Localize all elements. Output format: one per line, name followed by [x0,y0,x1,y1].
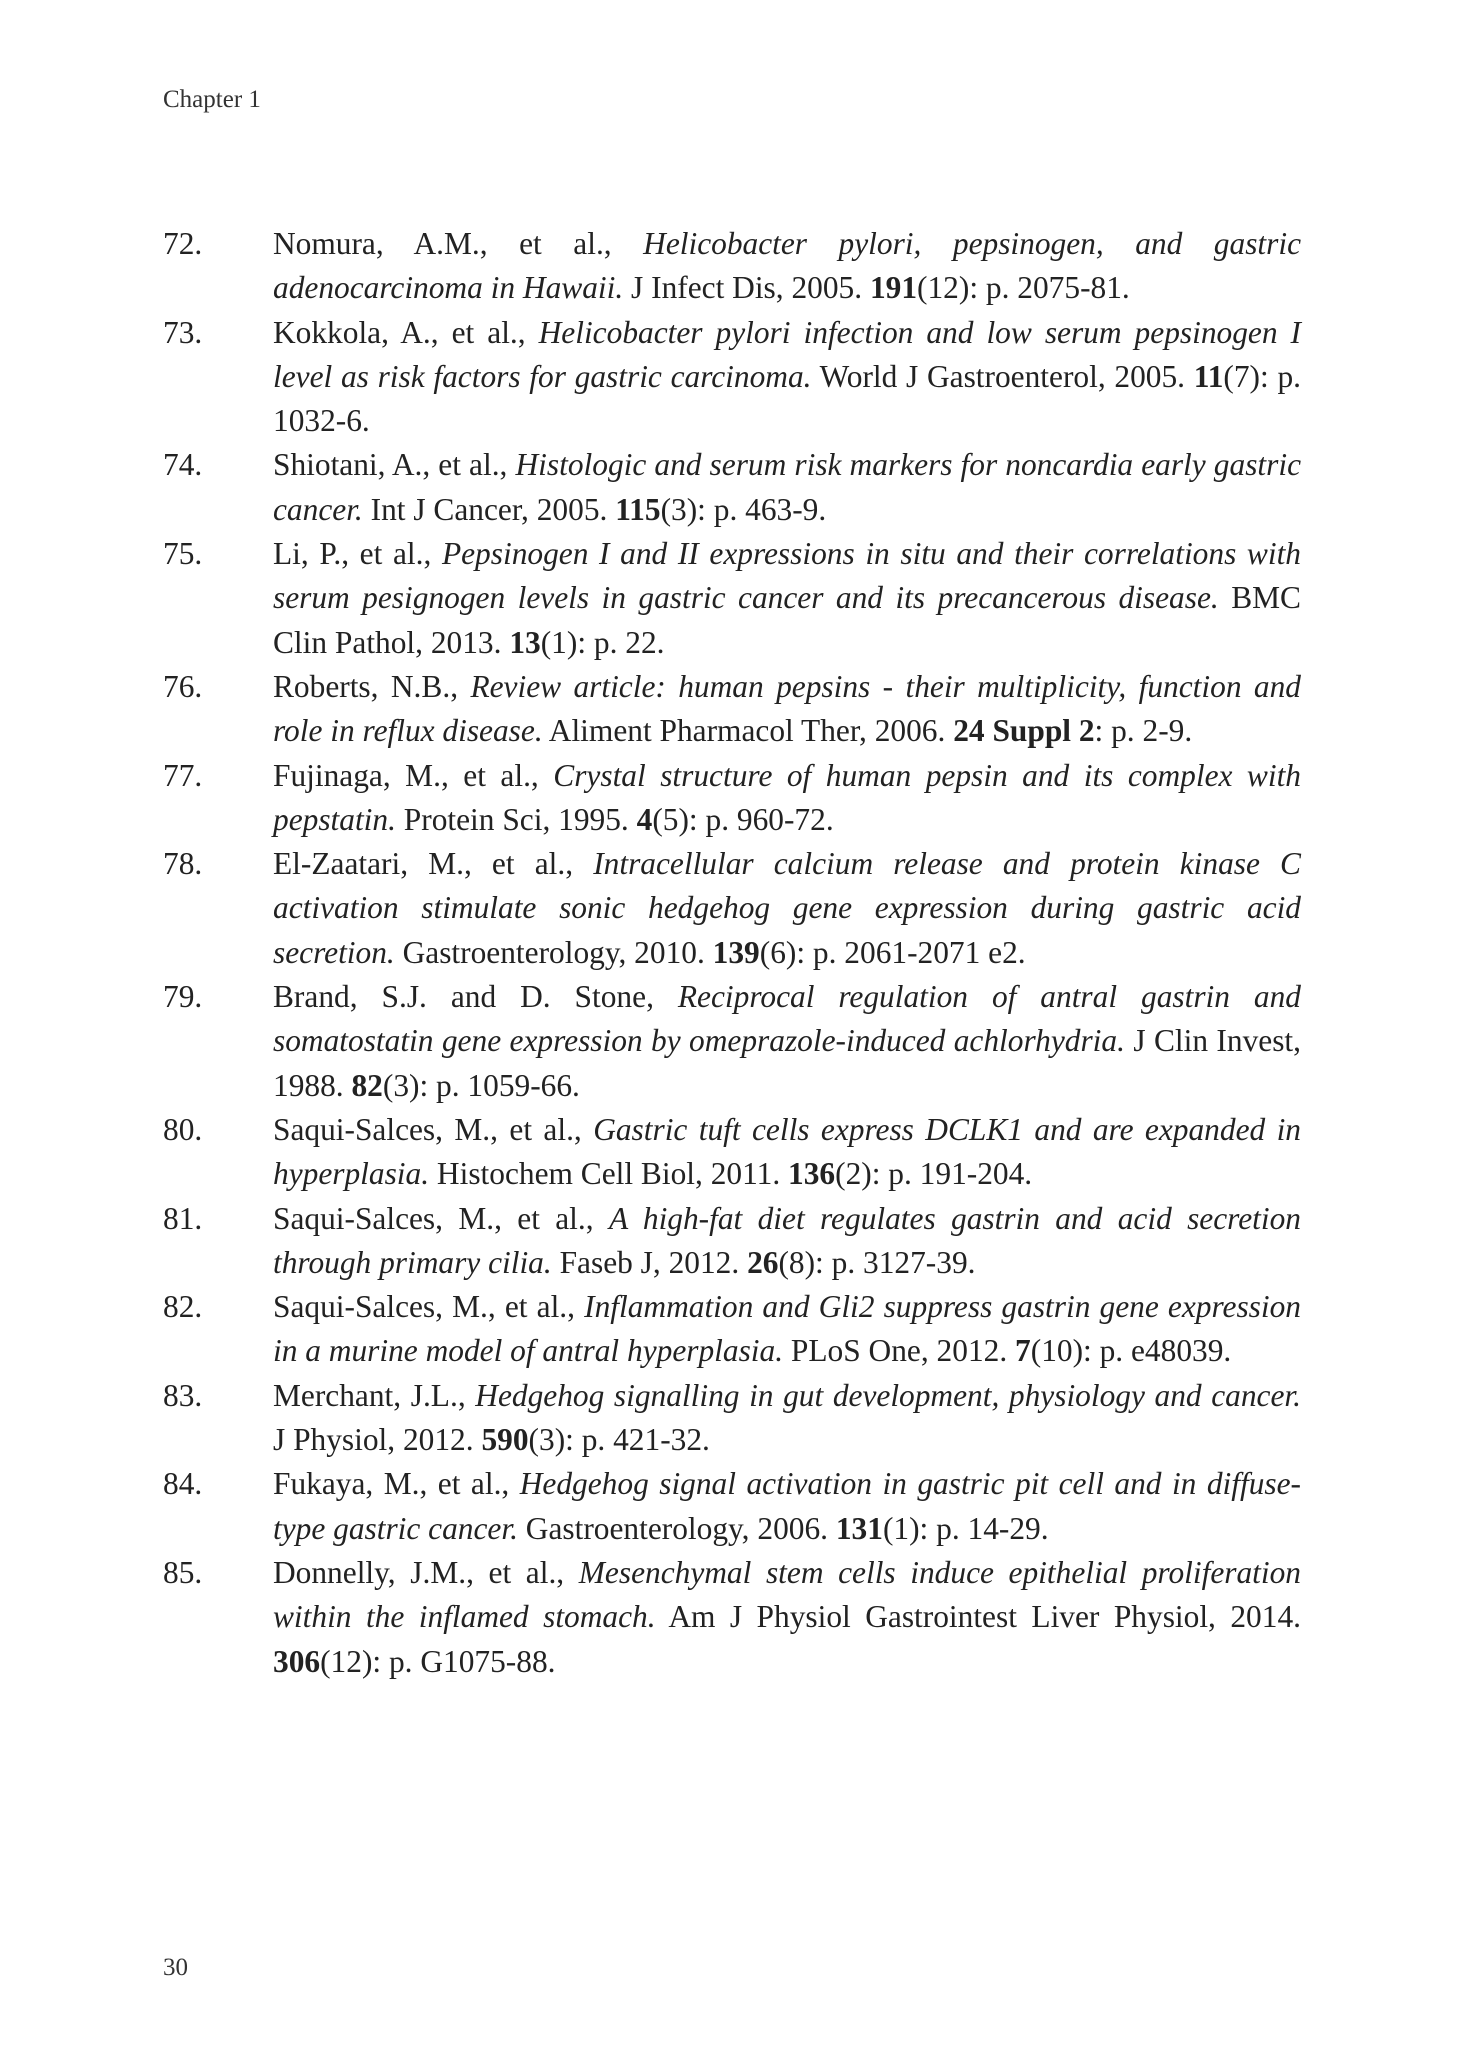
reference-authors: Nomura, A.M., et al., [273,226,644,261]
reference-pages: (8): p. 3127-39. [778,1244,976,1280]
reference-journal: Aliment Pharmacol Ther, 2006. [542,713,954,749]
reference-text [273,842,1301,975]
reference-journal: BMC Clin Pathol, 2013. [273,580,1301,660]
reference-authors: Saqui-Salces, M., et al., [273,1289,585,1325]
reference-volume: 26 [747,1244,779,1280]
reference-authors: Li, P., et al., [273,536,442,572]
reference-journal: Gastroenterology, 2006. [517,1510,836,1546]
reference-text [273,1374,1301,1463]
reference-volume: 136 [788,1156,836,1192]
reference-item [163,443,1301,532]
reference-volume: 11 [1193,358,1224,394]
reference-title: Hedgehog signalling in gut development, physiology and cancer. [475,1377,1301,1413]
reference-number: 82. [163,1289,203,1325]
reference-text [273,1285,1301,1374]
reference-volume: 306 [273,1643,321,1679]
reference-number: 75. [163,536,203,572]
reference-text [273,665,1301,754]
reference-pages: (7): p. 1032-6. [273,358,1301,439]
reference-number: 76. [163,668,203,704]
reference-authors: Fukaya, M., et al., [273,1466,520,1502]
reference-journal: J Infect Dis, 2005. [623,270,870,306]
reference-title: Helicobacter pylori infection and low serum pepsinogen I level as risk factors for gastric carcinoma. [273,314,1301,394]
reference-text [273,532,1301,665]
reference-item [163,975,1301,1108]
reference-authors: Brand, S.J. and D. Stone, [273,979,678,1015]
reference-number: 84. [163,1466,203,1502]
reference-pages: : p. 2-9. [1094,713,1193,749]
reference-journal: Int J Cancer, 2005. [362,491,616,527]
reference-journal: Am J Physiol Gastrointest Liver Physiol, 2014. [655,1599,1301,1635]
reference-title: Gastric tuft cells express DCLK1 and are expanded in hyperplasia. [273,1111,1302,1192]
reference-authors: Fujinaga, M., et al., [273,757,554,793]
reference-text [273,1197,1301,1286]
reference-authors: Shiotani, A., et al., [273,447,516,483]
reference-journal: Faseb J, 2012. [551,1244,748,1280]
reference-number: 81. [163,1200,203,1236]
reference-volume: 13 [509,624,541,660]
reference-text [273,1551,1301,1684]
reference-volume: 82 [351,1067,383,1103]
reference-text [273,1108,1301,1197]
reference-volume: 24 Suppl 2 [953,713,1095,749]
reference-title: Inflammation and Gli2 suppress gastrin gene expression in a murine model of antral hyperplasia. [273,1289,1302,1369]
reference-item [163,1462,1301,1551]
reference-text [273,222,1301,311]
reference-title: Reciprocal regulation of antral gastrin and somatostatin gene expression by omeprazole-induced achlorhydria. [273,979,1301,1059]
reference-authors: Kokkola, A., et al., [273,314,539,350]
reference-number: 77. [163,757,203,793]
reference-title: Helicobacter pylori, pepsinogen, and gastric adenocarcinoma in Hawaii. [273,226,1301,306]
reference-pages: (12): p. 2075-81. [917,270,1130,306]
reference-number: 78. [163,846,203,882]
reference-volume: 590 [481,1422,529,1458]
reference-pages: (10): p. e48039. [1030,1333,1232,1369]
reference-authors: Roberts, N.B., [273,668,471,704]
reference-number: 74. [163,447,203,483]
reference-number: 80. [163,1111,203,1147]
reference-journal: J Physiol, 2012. [273,1422,482,1458]
reference-volume: 7 [1015,1333,1031,1369]
reference-journal: Histochem Cell Biol, 2011. [429,1156,789,1192]
running-header: Chapter 1 [163,86,261,113]
reference-number: 72. [163,226,203,261]
reference-volume: 131 [835,1510,883,1546]
reference-volume: 191 [869,270,918,306]
reference-journal: Gastroenterology, 2010. [394,934,713,970]
reference-title: A high-fat diet regulates gastrin and acid secretion through primary cilia. [273,1200,1301,1280]
reference-authors: Saqui-Salces, M., et al., [273,1111,594,1147]
reference-text [273,1462,1301,1551]
reference-item [163,222,1301,311]
reference-authors: Merchant, J.L., [273,1377,476,1413]
reference-pages: (5): p. 960-72. [652,801,834,837]
reference-text [273,754,1301,843]
reference-item [163,754,1301,843]
reference-number: 79. [163,979,203,1015]
reference-title: Mesenchymal stem cells induce epithelial proliferation within the inflamed stomach. [273,1554,1302,1635]
reference-title: Intracellular calcium release and protein kinase C activation stimulate sonic hedgehog gene expression during gastric acid secretion. [273,846,1301,970]
reference-journal: PLoS One, 2012. [783,1333,1016,1369]
reference-pages: (3): p. 421-32. [528,1422,710,1458]
reference-volume: 139 [712,934,760,970]
reference-title: Pepsinogen I and II expressions in situ and their correlations with serum pesignogen levels in gastric cancer and its precancerous disease. [273,536,1301,616]
reference-title: Histologic and serum risk markers for noncardia early gastric cancer. [273,447,1302,527]
reference-item [163,1551,1301,1684]
reference-item [163,1108,1301,1197]
reference-item [163,311,1301,444]
reference-number: 83. [163,1377,203,1413]
reference-pages: (6): p. 2061-2071 e2. [759,934,1026,970]
reference-number: 73. [163,314,203,350]
reference-pages: (12): p. G1075-88. [320,1643,556,1679]
reference-pages: (3): p. 463-9. [660,491,827,527]
reference-pages: (1): p. 22. [540,624,665,660]
reference-volume: 4 [636,801,653,837]
reference-item [163,532,1301,665]
reference-pages: (3): p. 1059-66. [382,1067,580,1103]
reference-text [273,443,1301,532]
reference-text [273,975,1301,1108]
reference-item [163,1197,1301,1286]
reference-item [163,842,1301,975]
reference-journal: World J Gastroenterol, 2005. [811,358,1194,394]
reference-title: Review article: human pepsins - their multiplicity, function and role in reflux disease. [273,668,1301,749]
reference-authors: Donnelly, J.M., et al., [273,1554,579,1590]
reference-number: 85. [163,1554,203,1590]
reference-journal: J Clin Invest, 1988. [273,1023,1301,1103]
page-number: 30 [163,1954,188,1981]
reference-title: Hedgehog signal activation in gastric pit cell and in diffuse-type gastric cancer. [273,1466,1301,1546]
reference-journal: Protein Sci, 1995. [395,801,637,837]
reference-list [163,222,1301,1684]
reference-authors: Saqui-Salces, M., et al., [273,1200,609,1236]
reference-item [163,665,1301,754]
reference-text [273,311,1301,444]
reference-authors: El-Zaatari, M., et al., [273,846,594,882]
reference-title: Crystal structure of human pepsin and its complex with pepstatin. [273,757,1302,837]
reference-item [163,1374,1301,1463]
reference-pages: (2): p. 191-204. [835,1156,1033,1192]
reference-pages: (1): p. 14-29. [882,1510,1049,1546]
reference-volume: 115 [615,491,661,527]
reference-item [163,1285,1301,1374]
